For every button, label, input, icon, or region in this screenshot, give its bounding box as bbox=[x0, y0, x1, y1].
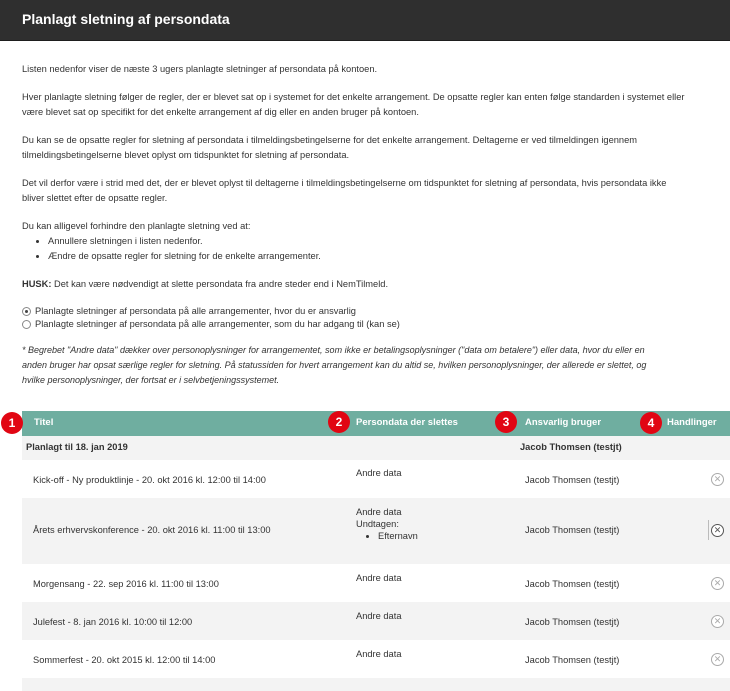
table-header bbox=[22, 411, 730, 436]
callout-marker-1: 1 bbox=[1, 412, 23, 434]
close-circle-icon[interactable]: ✕ bbox=[711, 524, 724, 537]
close-circle-icon[interactable]: ✕ bbox=[711, 615, 724, 628]
callout-marker-4: 4 bbox=[640, 412, 662, 434]
prevent-deletion-item: • Annullere sletningen i listen nedenfor. bbox=[48, 234, 730, 249]
intro-paragraph-2-line-2: være blevet sat op specifikt for det enkelte arrangement af dig eller en anden bruger på kontoen. bbox=[22, 107, 419, 117]
radio-button-access[interactable] bbox=[22, 320, 31, 329]
reminder-label: HUSK: bbox=[22, 279, 52, 289]
close-circle-icon[interactable]: ✕ bbox=[711, 473, 724, 486]
column-header-personal-data[interactable]: Persondata der slettes bbox=[356, 417, 458, 428]
intro-paragraph-4 bbox=[22, 176, 730, 206]
page-header bbox=[0, 0, 730, 41]
table-row bbox=[22, 460, 730, 498]
reminder-text bbox=[22, 277, 730, 292]
exception-item: • Efternavn bbox=[378, 530, 418, 542]
intro-paragraph-3-line-1: Du kan se de opsatte regler for sletning af persondata i tilmeldingsbetingelserne for det enkelte arrangement. Deltagerne er ved tilmeldingen igennem bbox=[22, 135, 637, 145]
group-row bbox=[22, 436, 730, 460]
table-row bbox=[22, 640, 730, 678]
callout-marker-2: 2 bbox=[328, 411, 350, 433]
close-circle-icon[interactable]: ✕ bbox=[711, 577, 724, 590]
personal-data-value: Andre data bbox=[356, 573, 402, 583]
responsible-user: Jacob Thomsen (testjt) bbox=[525, 475, 620, 485]
responsible-user: Jacob Thomsen (testjt) bbox=[525, 617, 620, 627]
group-date-title: Planlagt til 18. jan 2019 bbox=[26, 442, 128, 452]
group-responsible-user: Jacob Thomsen (testjt) bbox=[520, 442, 622, 452]
filter-option-responsible-label[interactable]: Planlagte sletninger af persondata på alle arrangementer, hvor du er ansvarlig bbox=[35, 306, 356, 316]
action-divider bbox=[708, 520, 709, 540]
column-header-actions: Handlinger bbox=[667, 417, 717, 428]
filter-option-access-label[interactable]: Planlagte sletninger af persondata på alle arrangementer, som du har adgang til (kan se) bbox=[35, 319, 400, 329]
footnote-line-1: * Begrebet "Andre data" dækker over personoplysninger for arrangementet, som ikke er betalingsoplysninger ("data om betalere") eller data, hvor du eller en bbox=[22, 345, 645, 355]
responsible-user: Jacob Thomsen (testjt) bbox=[525, 655, 620, 665]
intro-paragraph-2 bbox=[22, 90, 730, 120]
other-data-footnote bbox=[22, 343, 730, 388]
intro-content bbox=[22, 62, 730, 388]
prevent-deletion-list bbox=[22, 234, 730, 264]
personal-data-value: Andre data bbox=[356, 468, 402, 478]
table-row bbox=[22, 602, 730, 640]
intro-paragraph-3-line-2: tilmeldingsbetingelserne blevet oplyst om tidspunktet for sletning af persondata. bbox=[22, 150, 350, 160]
intro-paragraph-2-line-1: Hver planlagte sletning følger de regler, der er blevet sat op i systemet for det enkelte arrangement. De opsatte regler kan enten følge standarden i systemet eller bbox=[22, 92, 685, 102]
personal-data-value: Andre data bbox=[356, 649, 402, 659]
filter-radio-group bbox=[22, 305, 730, 331]
table-row bbox=[22, 564, 730, 602]
intro-paragraph-4-line-2: bliver slettet efter de opsatte regler. bbox=[22, 193, 168, 203]
responsible-user: Jacob Thomsen (testjt) bbox=[525, 525, 620, 535]
intro-paragraph-1: Listen nedenfor viser de næste 3 ugers planlagte sletninger af persondata på kontoen. bbox=[22, 64, 378, 74]
filter-option-access[interactable] bbox=[22, 318, 730, 331]
table-row bbox=[22, 498, 730, 564]
intro-paragraph-5: Du kan alligevel forhindre den planlagte sletning ved at: bbox=[22, 221, 251, 231]
intro-paragraph-4-line-1: Det vil derfor være i strid med det, der er blevet oplyst til deltagerne i tilmeldingsbetingelserne om tidspunktet for sletning af persondata, hvis persondata ikke bbox=[22, 178, 667, 188]
personal-data-cell bbox=[356, 506, 418, 542]
responsible-user: Jacob Thomsen (testjt) bbox=[525, 579, 620, 589]
personal-data-value: Andre data bbox=[356, 611, 402, 621]
close-circle-icon[interactable]: ✕ bbox=[711, 653, 724, 666]
callout-marker-3: 3 bbox=[495, 411, 517, 433]
column-header-responsible-user[interactable]: Ansvarlig bruger bbox=[525, 417, 602, 428]
page-title: Planlagt sletning af persondata bbox=[22, 11, 230, 27]
prevent-deletion-item: • Ændre de opsatte regler for sletning for de enkelte arrangementer. bbox=[48, 249, 730, 264]
event-title: Sommerfest - 20. okt 2015 kl. 12:00 til 14:00 bbox=[33, 655, 216, 665]
exception-label: Undtagen: bbox=[356, 519, 399, 529]
personal-data-value: Andre data bbox=[356, 507, 402, 517]
exception-list bbox=[356, 530, 418, 542]
event-title: Årets erhvervskonference - 20. okt 2016 kl. 11:00 til 13:00 bbox=[33, 525, 271, 535]
reminder-body: Det kan være nødvendigt at slette persondata fra andre steder end i NemTilmeld. bbox=[51, 279, 389, 289]
event-title: Julefest - 8. jan 2016 kl. 10:00 til 12:00 bbox=[33, 617, 193, 627]
footnote-line-3: hvilke personoplysninger, der fortsat er i selvbetjeningssystemet. bbox=[22, 375, 280, 385]
footnote-line-2: anden bruger har opsat særlige regler for sletning. På statussiden for hvert arrangement kan du altid se, hvilken personoplysninger, der allerede er slettet, og bbox=[22, 360, 647, 370]
event-title: Morgensang - 22. sep 2016 kl. 11:00 til 13:00 bbox=[33, 579, 219, 589]
column-header-title[interactable]: Titel bbox=[34, 417, 54, 428]
event-title: Kick-off - Ny produktlinje - 20. okt 2016 kl. 12:00 til 14:00 bbox=[33, 475, 266, 485]
table-row bbox=[22, 678, 730, 691]
intro-paragraph-3 bbox=[22, 133, 730, 163]
radio-button-responsible[interactable] bbox=[22, 307, 31, 316]
